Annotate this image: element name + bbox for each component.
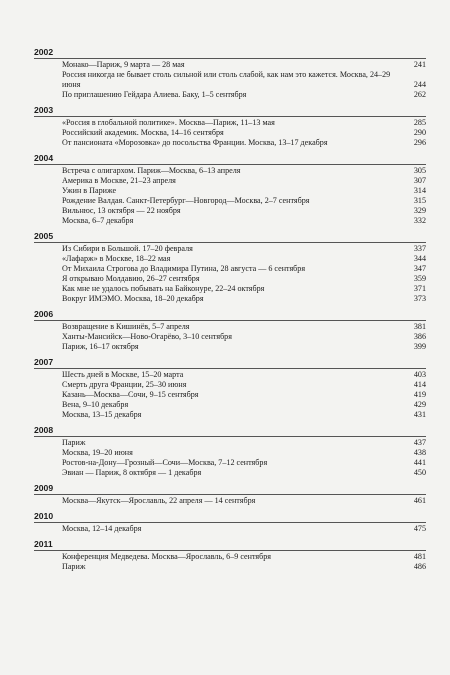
entry-page-number: 441 [413, 458, 426, 467]
toc-entry [62, 186, 426, 196]
entry-page-number: 296 [413, 138, 426, 147]
entry-page-number: 429 [413, 400, 426, 409]
entry-title: Вена, 9–10 декабря [62, 400, 129, 409]
toc-entry [62, 400, 426, 410]
year-heading: 2008 [34, 425, 426, 437]
year-section-2006 [34, 309, 426, 357]
entry-page-number: 414 [413, 380, 426, 389]
toc-entry [62, 552, 426, 562]
toc-entry [62, 254, 426, 264]
entry-title: «Россия в глобальной политике». Москва—Париж, 11–13 мая [62, 118, 275, 127]
toc-entry [62, 524, 426, 534]
entry-title: Монако—Париж, 9 марта — 28 мая [62, 60, 185, 69]
entry-title: Москва—Якутск—Ярославль, 22 апреля — 14 сентября [62, 496, 256, 505]
entry-page-number: 438 [413, 448, 426, 457]
entry-title: Как мне не удалось побывать на Байконуре, 22–24 октября [62, 284, 265, 293]
entry-page-number: 305 [413, 166, 426, 175]
year-heading: 2010 [34, 511, 426, 523]
toc-entry [62, 448, 426, 458]
entry-title: Шесть дней в Москве, 15–20 марта [62, 370, 184, 379]
entry-page-number: 332 [413, 216, 426, 225]
toc-entry [62, 332, 426, 342]
entry-title: Смерть друга Франции, 25–30 июня [62, 380, 187, 389]
entry-list [34, 552, 426, 577]
year-heading: 2007 [34, 357, 426, 369]
entry-page-number: 386 [413, 332, 426, 341]
entry-page-number: 307 [413, 176, 426, 185]
year-section-2007 [34, 357, 426, 425]
year-section-2004 [34, 153, 426, 231]
year-section-2002 [34, 47, 426, 105]
entry-title: Эвиан — Париж, 8 октября — 1 декабря [62, 468, 202, 477]
year-heading: 2009 [34, 483, 426, 495]
entry-page-number: 373 [413, 294, 426, 303]
entry-title: Вильнюс, 13 октября — 22 ноября [62, 206, 181, 215]
entry-title: Конференция Медведева. Москва—Ярославль, 6–9 сентября [62, 552, 272, 561]
entry-title: Америка в Москве, 21–23 апреля [62, 176, 176, 185]
year-heading: 2004 [34, 153, 426, 165]
entry-title: Из Сибири в Большой. 17–20 февраля [62, 244, 193, 253]
toc-entry [62, 496, 426, 506]
entry-title: Москва, 19–20 июня [62, 448, 133, 457]
entry-title: От пансионата «Морозовка» до посольства Франции. Москва, 13–17 декабря [62, 138, 328, 147]
entry-page-number: 315 [413, 196, 426, 205]
entry-page-number: 461 [413, 496, 426, 505]
year-heading: 2002 [34, 47, 426, 59]
toc-entry [62, 244, 426, 254]
entry-page-number: 481 [413, 552, 426, 561]
entry-title: Ростов-на-Дону—Грозный—Сочи—Москва, 7–12 сентября [62, 458, 268, 467]
toc-entry [62, 216, 426, 226]
entry-page-number: 262 [413, 90, 426, 99]
toc-entry [62, 196, 426, 206]
year-section-2005 [34, 231, 426, 309]
toc-entry [62, 274, 426, 284]
entry-page-number: 314 [413, 186, 426, 195]
entry-page-number: 399 [413, 342, 426, 351]
toc-entry [62, 60, 426, 70]
entry-page-number: 347 [413, 264, 426, 273]
entry-list [34, 166, 426, 231]
year-heading: 2005 [34, 231, 426, 243]
entry-page-number: 403 [413, 370, 426, 379]
toc-entry [62, 206, 426, 216]
entry-title: Российский академик. Москва, 14–16 сентября [62, 128, 224, 137]
toc-entry [62, 284, 426, 294]
entry-title: «Лафарж» в Москве, 18–22 мая [62, 254, 171, 263]
entry-title: Встреча с олигархом. Париж—Москва, 6–13 апреля [62, 166, 241, 175]
year-heading: 2006 [34, 309, 426, 321]
entry-title: Ужин в Париже [62, 186, 117, 195]
entry-title: Москва, 13–15 декабря [62, 410, 142, 419]
entry-page-number: 290 [413, 128, 426, 137]
toc-entry [62, 166, 426, 176]
year-section-2003 [34, 105, 426, 153]
year-section-2011 [34, 539, 426, 577]
entry-title: По приглашению Гейдара Алиева. Баку, 1–5 сентября [62, 90, 247, 99]
entry-title: Париж [62, 562, 86, 571]
toc-entry [62, 176, 426, 186]
toc-entry [62, 390, 426, 400]
entry-title: Москва, 6–7 декабря [62, 216, 134, 225]
toc-entry [62, 322, 426, 332]
toc-entry [62, 70, 426, 90]
entry-title: От Михаила Строгова до Владимира Путина, 28 августа — 6 сентября [62, 264, 306, 273]
entry-list [34, 524, 426, 539]
toc-entry [62, 468, 426, 478]
toc-entry [62, 458, 426, 468]
entry-title: Ханты-Мансийск—Ново-Огарёво, 3–10 сентября [62, 332, 232, 341]
toc-entry [62, 380, 426, 390]
entry-title: Париж [62, 438, 86, 447]
entry-title: Вокруг ИМЭМО. Москва, 18–20 декабря [62, 294, 204, 303]
year-heading: 2011 [34, 539, 426, 551]
entry-list [34, 244, 426, 309]
toc-entry [62, 128, 426, 138]
entry-title: Возвращение в Кишинёв, 5–7 апреля [62, 322, 190, 331]
year-heading: 2003 [34, 105, 426, 117]
toc-entry [62, 562, 426, 572]
entry-page-number: 244 [413, 80, 426, 89]
toc-entry [62, 438, 426, 448]
entry-title: Рождение Валдая. Санкт-Петербург—Новгород—Москва, 2–7 сентября [62, 196, 310, 205]
toc-entry [62, 118, 426, 128]
entry-page-number: 381 [413, 322, 426, 331]
year-section-2009 [34, 483, 426, 511]
entry-list [34, 438, 426, 483]
entry-list [34, 370, 426, 425]
entry-page-number: 337 [413, 244, 426, 253]
entry-title: Я открываю Молдавию, 26–27 сентября [62, 274, 200, 283]
entry-list [34, 60, 426, 105]
toc-entry [62, 264, 426, 274]
entry-title: Москва, 12–14 декабря [62, 524, 142, 533]
entry-page-number: 241 [413, 60, 426, 69]
toc-entry [62, 90, 426, 100]
table-of-contents [34, 47, 426, 577]
entry-page-number: 486 [413, 562, 426, 571]
entry-title: Париж, 16–17 октября [62, 342, 139, 351]
entry-title: Казань—Москва—Сочи, 9–15 сентября [62, 390, 199, 399]
toc-entry [62, 410, 426, 420]
toc-entry [62, 138, 426, 148]
entry-page-number: 344 [413, 254, 426, 263]
entry-page-number: 437 [413, 438, 426, 447]
entry-page-number: 475 [413, 524, 426, 533]
toc-entry [62, 294, 426, 304]
entry-list [34, 118, 426, 153]
toc-entry [62, 342, 426, 352]
entry-page-number: 359 [413, 274, 426, 283]
toc-entry [62, 370, 426, 380]
entry-page-number: 285 [413, 118, 426, 127]
year-section-2008 [34, 425, 426, 483]
entry-page-number: 419 [413, 390, 426, 399]
entry-list [34, 496, 426, 511]
entry-page-number: 450 [413, 468, 426, 477]
entry-title: Россия никогда не бывает столь сильной или столь слабой, как нам это кажется. Москва, 24–29 июня [62, 70, 391, 89]
entry-page-number: 371 [413, 284, 426, 293]
year-section-2010 [34, 511, 426, 539]
entry-list [34, 322, 426, 357]
entry-page-number: 431 [413, 410, 426, 419]
entry-page-number: 329 [413, 206, 426, 215]
